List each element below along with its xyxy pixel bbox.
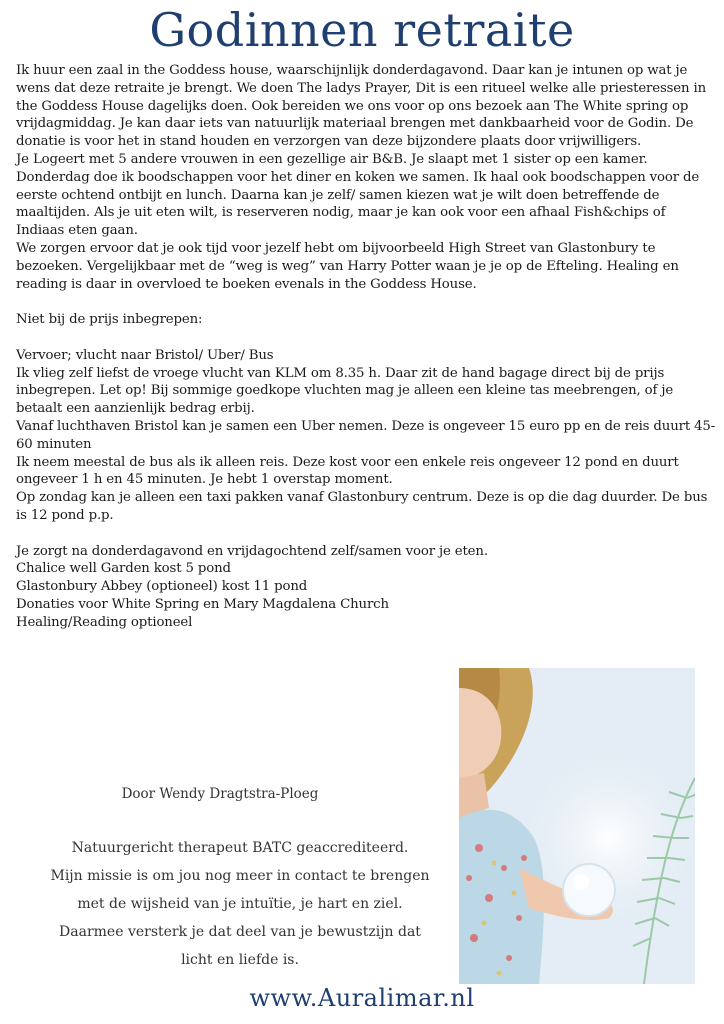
author-bio — [0, 834, 480, 974]
extra-healing: Healing/Reading optioneel — [16, 614, 193, 630]
extra-meals: Je zorgt na donderdagavond en vrijdagochtend zelf/samen voor je eten. — [16, 543, 488, 559]
retreat-description — [16, 62, 716, 632]
transport-uber: Vanaf luchthaven Bristol kan je samen een Uber nemen. Deze is ongeveer 15 euro pp en de reis duurt 45-60 minuten — [16, 418, 716, 452]
not-included-heading: Niet bij de prijs inbegrepen: — [16, 312, 203, 328]
author-name: Door Wendy Dragtstra-Ploeg — [121, 786, 319, 802]
bio-line: Natuurgericht therapeut BATC geaccrediteerd. — [71, 840, 409, 856]
paragraph-intro: Ik huur een zaal in the Goddess house, waarschijnlijk donderdagavond. Daar kan je intunen op wat je wens dat deze retraite je brengt. We doen The ladys Prayer, Dit is een ritueel welke alle priesteressen in the Goddess House dagelijks doen. Ook bereiden we ons voor op ons bezoek aan The White spring op vrijdagmiddag. Je kan daar iets van natuurlijk materiaal brengen met dankbaarheid voor de Godin. De donatie is voor het in stand houden en verzorgen van deze bijzondere plaats door vrijwilligers. — [16, 63, 707, 150]
paragraph-lodging: Je Logeert met 5 andere vrouwen in een gezellige air B&B. Je slaapt met 1 sister op een kamer. Donderdag doe ik boodschappen voor het diner en koken we samen. Ik haal ook boodschappen voor de eerste ochtend ontbijt en lunch. Daarna kan je zelf/ samen kiezen wat je wilt doen betreffende de maaltijden. Als je uit eten wilt, is reserveren nodig, maar je kan ook voor een afhaal Fish&chips of Indiaas eten gaan. — [16, 151, 700, 239]
website-link[interactable]: www.Auralimar.nl — [249, 984, 475, 1012]
bio-line: Daarmee versterk je dat deel van je bewustzijn dat — [59, 924, 421, 940]
bio-line: licht en liefde is. — [181, 952, 299, 968]
bio-line: met de wijsheid van je intuïtie, je hart en ziel. — [77, 896, 403, 912]
extra-chalice-well: Chalice well Garden kost 5 pond — [16, 561, 231, 577]
author-photo — [459, 668, 695, 984]
paragraph-free-time: We zorgen ervoor dat je ook tijd voor jezelf hebt om bijvoorbeeld High Street van Glastonbury te bezoeken. Vergelijkbaar met de “weg is weg” van Harry Potter waan je je op de Efteling. Healing en reading is daar in overvloed te boeken evenals in the Goddess House. — [16, 240, 679, 292]
transport-flight: Ik vlieg zelf liefst de vroege vlucht van KLM om 8.35 h. Daar zit de hand bagage direct bij de prijs inbegrepen. Let op! Bij sommige goedkope vluchten mag je alleen een kleine tas meebrengen, of je betaalt een aanzienlijk bedrag erbij. — [16, 365, 674, 417]
bio-line: Mijn missie is om jou nog meer in contact te brengen — [50, 868, 430, 884]
extra-abbey: Glastonbury Abbey (optioneel) kost 11 pond — [16, 579, 308, 595]
transport-heading: Vervoer; vlucht naar Bristol/ Uber/ Bus — [16, 347, 274, 363]
transport-sunday: Op zondag kan je alleen een taxi pakken vanaf Glastonbury centrum. Deze is op die dag duurder. De bus is 12 pond p.p. — [16, 490, 708, 523]
page-title: Godinnen retraite — [149, 3, 575, 57]
extra-donations: Donaties voor White Spring en Mary Magdalena Church — [16, 596, 389, 612]
transport-bus: Ik neem meestal de bus als ik alleen reis. Deze kost voor een enkele reis ongeveer 12 pond en duurt ongeveer 1 h en 45 minuten. Je hebt 1 overstap moment. — [16, 454, 679, 488]
